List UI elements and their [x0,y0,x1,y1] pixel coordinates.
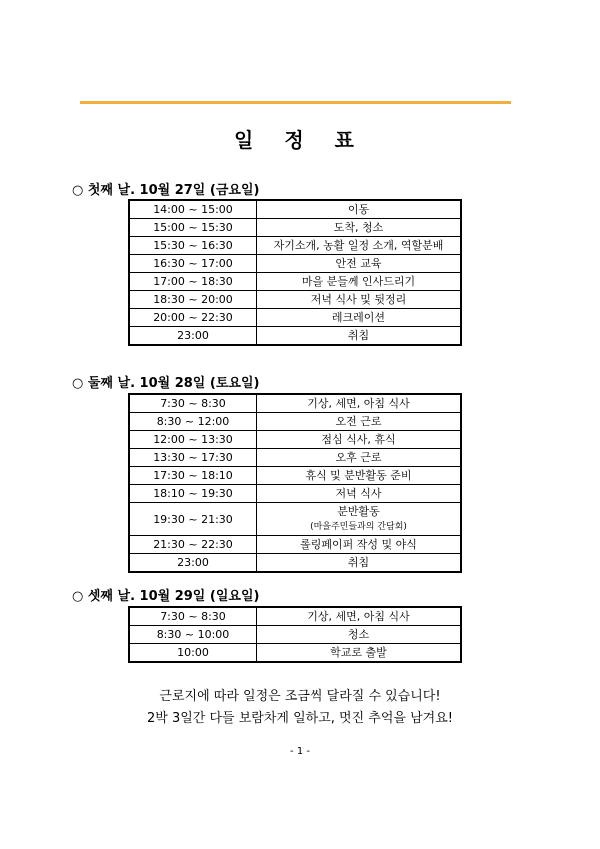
time-cell: 23:00 [129,554,257,573]
activity-cell: 취침 [257,327,462,346]
activity-cell: 학교로 출발 [257,644,462,663]
time-cell: 19:30 ~ 21:30 [129,503,257,536]
time-cell: 18:10 ~ 19:30 [129,485,257,503]
closing-line-2: 2박 3일간 다들 보람차게 일하고, 멋진 추억을 남겨요! [147,711,453,726]
activity-main: 분반활동 [337,505,380,518]
time-cell: 15:00 ~ 15:30 [129,219,257,237]
table-row [129,200,461,219]
header-rule [80,101,511,104]
table-row [129,291,461,309]
table-row [129,255,461,273]
time-cell: 17:30 ~ 18:10 [129,467,257,485]
activity-cell: 오전 근로 [257,413,462,431]
time-cell: 18:30 ~ 20:00 [129,291,257,309]
table-row [129,607,461,626]
time-cell: 14:00 ~ 15:00 [129,200,257,219]
closing-message [0,686,600,730]
time-cell: 21:30 ~ 22:30 [129,536,257,554]
activity-cell: 롤링페이퍼 작성 및 야식 [257,536,462,554]
table-row [129,237,461,255]
time-cell: 13:30 ~ 17:30 [129,449,257,467]
time-cell: 15:30 ~ 16:30 [129,237,257,255]
table-row [129,219,461,237]
table-row [129,413,461,431]
time-cell: 8:30 ~ 12:00 [129,413,257,431]
activity-cell: 안전 교육 [257,255,462,273]
activity-cell: 취침 [257,554,462,573]
activity-cell: 휴식 및 분반활동 준비 [257,467,462,485]
time-cell: 7:30 ~ 8:30 [129,607,257,626]
page-number: - 1 - [290,746,310,757]
table-row [129,644,461,663]
table-row [129,309,461,327]
day2-heading: ○ 둘째 날. 10월 28일 (토요일) [72,376,260,391]
activity-cell: 점심 식사, 휴식 [257,431,462,449]
activity-note: (마을주민들과의 간담회) [310,522,407,532]
table-row [129,467,461,485]
time-cell: 23:00 [129,327,257,346]
activity-cell: 이동 [257,200,462,219]
time-cell: 20:00 ~ 22:30 [129,309,257,327]
activity-cell [257,503,462,536]
activity-cell: 기상, 세면, 아침 식사 [257,394,462,413]
day3-heading: ○ 셋째 날. 10월 29일 (일요일) [72,589,260,604]
activity-cell: 청소 [257,626,462,644]
activity-cell: 기상, 세면, 아침 식사 [257,607,462,626]
table-row [129,536,461,554]
table-row [129,327,461,346]
time-cell: 7:30 ~ 8:30 [129,394,257,413]
day3-schedule-table [128,606,462,663]
closing-line-1: 근로지에 따라 일정은 조금씩 달라질 수 있습니다! [159,689,441,704]
page-title: 일 정 표 [234,128,366,152]
table-row [129,431,461,449]
day1-schedule-table [128,199,462,346]
table-row [129,485,461,503]
time-cell: 8:30 ~ 10:00 [129,626,257,644]
activity-cell: 도착, 청소 [257,219,462,237]
activity-cell: 레크레이션 [257,309,462,327]
activity-cell: 저녁 식사 및 뒷정리 [257,291,462,309]
activity-cell: 오후 근로 [257,449,462,467]
time-cell: 17:00 ~ 18:30 [129,273,257,291]
activity-cell: 저녁 식사 [257,485,462,503]
day1-heading: ○ 첫째 날. 10월 27일 (금요일) [72,183,260,198]
time-cell: 10:00 [129,644,257,663]
table-row [129,554,461,573]
table-row [129,273,461,291]
activity-cell: 마을 분들께 인사드리기 [257,273,462,291]
day2-schedule-table [128,393,462,573]
table-row [129,394,461,413]
time-cell: 16:30 ~ 17:00 [129,255,257,273]
table-row [129,626,461,644]
activity-cell: 자기소개, 농활 일정 소개, 역할분배 [257,237,462,255]
table-row [129,449,461,467]
table-row [129,503,461,536]
time-cell: 12:00 ~ 13:30 [129,431,257,449]
